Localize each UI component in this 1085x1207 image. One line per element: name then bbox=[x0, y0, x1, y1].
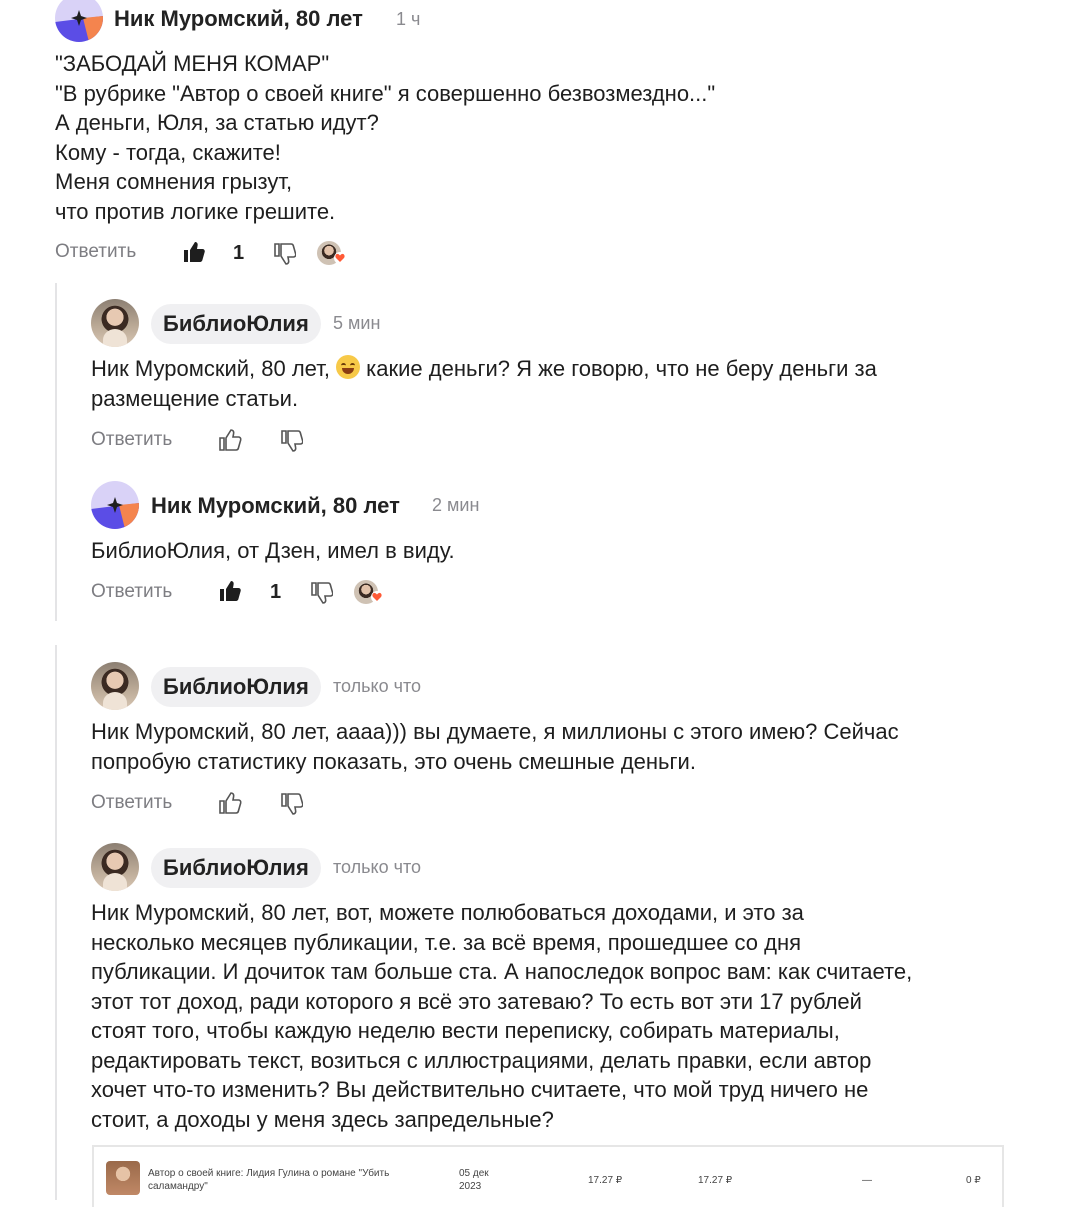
reply-button[interactable]: Ответить bbox=[55, 241, 137, 262]
comment-text-line: хочет что-то изменить? Вы действительно считаете, что мой труд ничего не bbox=[91, 1077, 869, 1102]
thumbs-up-icon[interactable] bbox=[218, 791, 242, 820]
avatar-julia[interactable] bbox=[91, 299, 139, 347]
reply-button[interactable]: Ответить bbox=[91, 429, 173, 450]
comment-text: Ник Муромский, 80 лет, bbox=[91, 356, 337, 381]
publish-date-line: 05 дек bbox=[459, 1168, 489, 1179]
reply-button[interactable]: Ответить bbox=[91, 792, 173, 813]
reply-button[interactable]: Ответить bbox=[91, 581, 173, 602]
comment-time: 2 мин bbox=[432, 495, 480, 515]
income-value: 0 ₽ bbox=[966, 1175, 981, 1186]
avatar-nik[interactable] bbox=[55, 0, 103, 42]
thumbs-up-filled-icon[interactable] bbox=[182, 240, 206, 269]
publish-date bbox=[459, 1167, 489, 1193]
comment-time: 5 мин bbox=[333, 313, 381, 333]
article-title-line: саламандру" bbox=[148, 1181, 208, 1192]
thumbs-up-filled-icon[interactable] bbox=[218, 579, 242, 608]
author-name[interactable]: БиблиоЮлия bbox=[151, 848, 321, 888]
heart-icon bbox=[371, 591, 383, 603]
article-thumbnail bbox=[106, 1161, 140, 1195]
comment-text-line: стоит, а доходы у меня здесь запредельные? bbox=[91, 1106, 554, 1132]
comment-text: какие деньги? Я же говорю, что не беру деньги за bbox=[360, 356, 877, 381]
thumbs-up-icon[interactable] bbox=[218, 428, 242, 457]
comment-time: только что bbox=[333, 857, 422, 877]
income-value: — bbox=[862, 1175, 872, 1186]
publish-date-line: 2023 bbox=[459, 1181, 482, 1192]
comment-text-line: несколько месяцев публикации, т.е. за всё время, прошедшее со дня bbox=[91, 929, 802, 955]
comment-text-line: Ник Муромский, 80 лет, аааа))) вы думаете, я миллионы с этого имею? Сейчас bbox=[91, 719, 899, 744]
comment-text-line: Кому - тогда, скажите! bbox=[55, 139, 281, 165]
comment-time: 1 ч bbox=[396, 9, 421, 29]
comment-text-line: этот тот доход, ради которого я всё это затеваю? То есть вот эти 17 рублей bbox=[91, 988, 862, 1014]
likes-count: 1 bbox=[270, 581, 282, 603]
article-title-line: Автор о своей книге: Лидия Гулина о романе "Убить bbox=[148, 1168, 390, 1179]
comment-text-line: "В рубрике "Автор о своей книге" я совершенно безвозмездно..." bbox=[55, 80, 716, 106]
comment-text-line: что против логике грешите. bbox=[55, 198, 336, 224]
comment-text-line: БиблиоЮлия, от Дзен, имел в виду. bbox=[91, 538, 455, 563]
comment-text-line: размещение статьи. bbox=[91, 385, 299, 411]
thumbs-down-icon[interactable] bbox=[272, 242, 296, 271]
attached-stats-image[interactable] bbox=[92, 1145, 1004, 1207]
thread-line bbox=[55, 283, 57, 621]
comment-text-line: редактировать текст, возиться с иллюстрациями, делать правки, если автор bbox=[91, 1047, 872, 1073]
comment-time: только что bbox=[333, 676, 422, 696]
income-value: 17.27 ₽ bbox=[698, 1175, 733, 1186]
comment-text-line: А деньги, Юля, за статью идут? bbox=[55, 110, 379, 135]
comment-text-line: публикации. И дочиток там больше ста. А напоследок вопрос вам: как считаете, bbox=[91, 959, 913, 984]
thread-line bbox=[55, 645, 57, 1200]
comment-text-line bbox=[91, 354, 877, 384]
laughing-emoji-icon bbox=[336, 355, 360, 379]
thumbs-down-icon[interactable] bbox=[309, 581, 333, 610]
author-name[interactable]: БиблиоЮлия bbox=[151, 304, 321, 344]
avatar-nik[interactable] bbox=[91, 481, 139, 529]
thumbs-down-icon[interactable] bbox=[279, 429, 303, 458]
avatar-julia[interactable] bbox=[91, 662, 139, 710]
comment-text-line: попробую статистику показать, это очень смешные деньги. bbox=[91, 748, 696, 774]
author-name[interactable]: Ник Муромский, 80 лет bbox=[114, 6, 363, 31]
likes-count: 1 bbox=[233, 242, 245, 264]
comment-text-line: "ЗАБОДАЙ МЕНЯ КОМАР" bbox=[55, 51, 330, 76]
author-name[interactable]: Ник Муромский, 80 лет bbox=[151, 493, 400, 518]
comment-text-line: Ник Муромский, 80 лет, вот, можете полюбоваться доходами, и это за bbox=[91, 900, 804, 925]
heart-icon bbox=[334, 252, 346, 264]
thumbs-down-icon[interactable] bbox=[279, 792, 303, 821]
comment-text-line: стоят того, чтобы каждую неделю вести переписку, собирать материалы, bbox=[91, 1018, 840, 1043]
avatar-julia[interactable] bbox=[91, 843, 139, 891]
article-title bbox=[148, 1167, 389, 1193]
income-value: 17.27 ₽ bbox=[588, 1175, 623, 1186]
author-name[interactable]: БиблиоЮлия bbox=[151, 667, 321, 707]
comment-text-line: Меня сомнения грызут, bbox=[55, 169, 293, 194]
